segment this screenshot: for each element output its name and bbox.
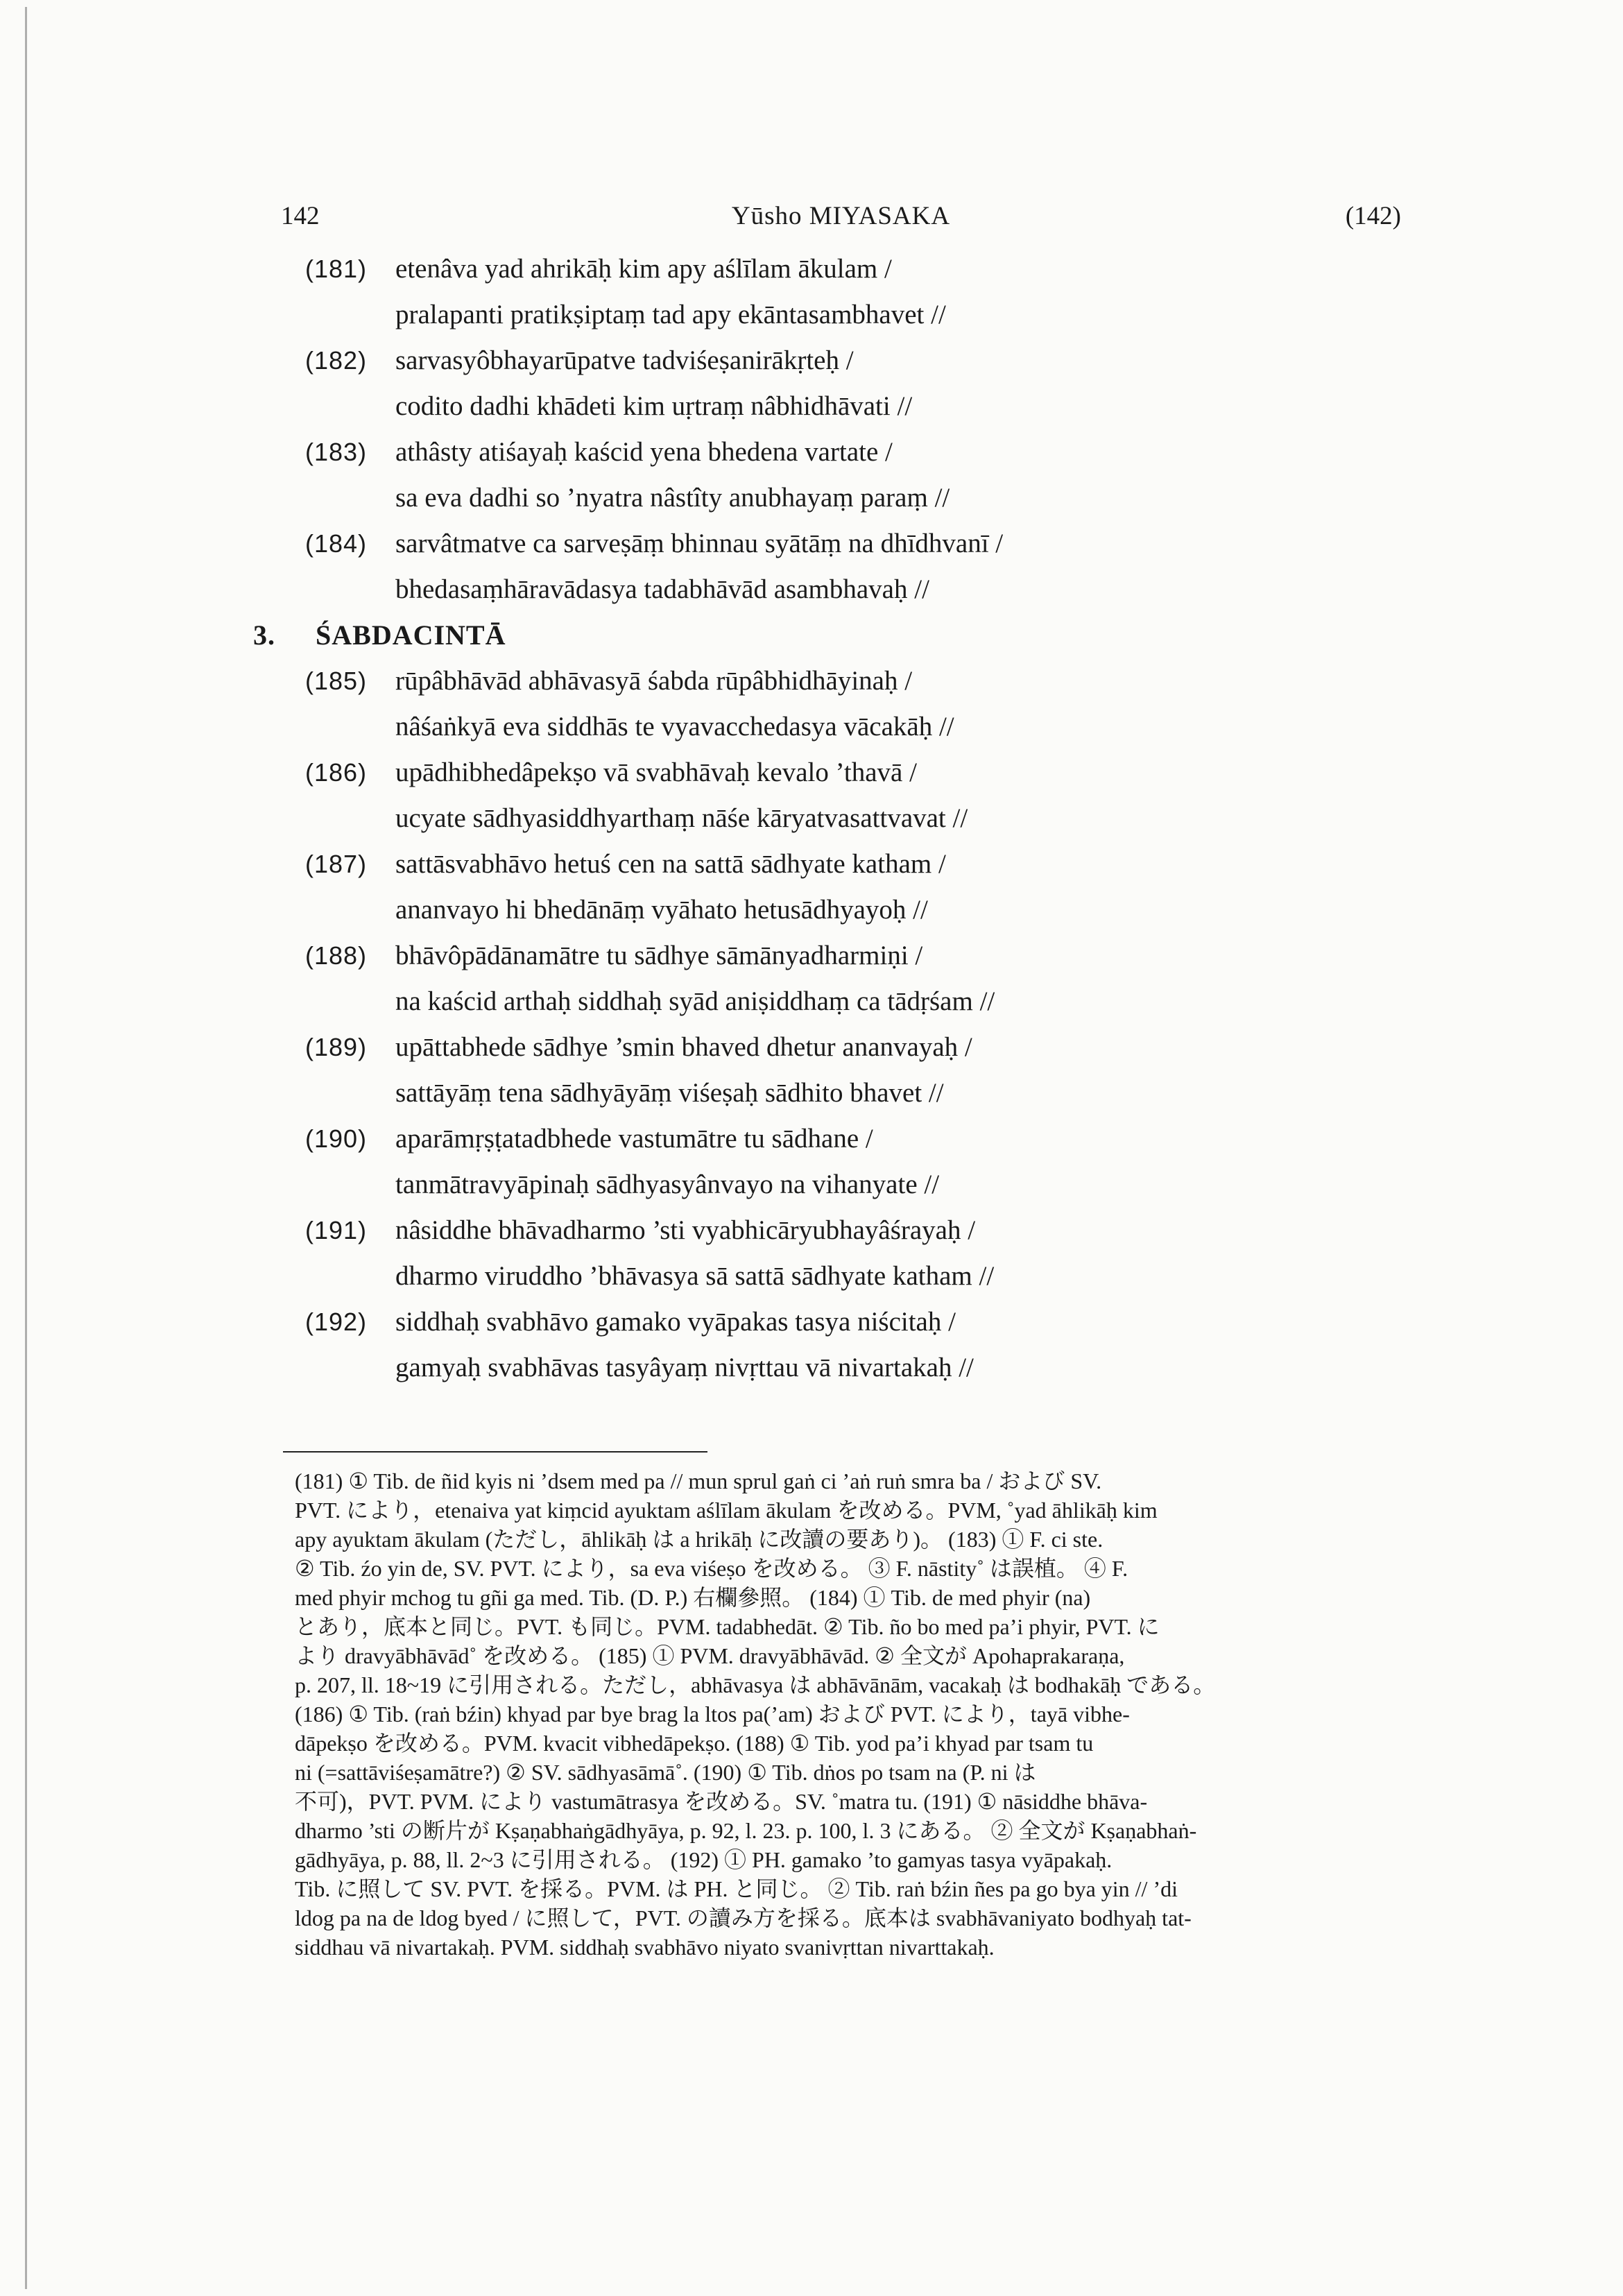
verse-text: dharmo viruddho ’bhāvasya sā sattā sādhyate katham // [395, 1261, 995, 1291]
verse-189-line-2 [305, 1070, 1484, 1116]
verse-text: sattāsvabhāvo hetuś cen na sattā sādhyate katham / [395, 849, 946, 879]
footnote-line: p. 207, ll. 18~19 に引用される。ただし，abhāvasya は abhāvānām, vacakaḥ は bodhakāḥ である。 [295, 1672, 1216, 1697]
verse-text: ucyate sādhyasiddhyarthaṃ nāśe kāryatvasattvavat // [395, 803, 968, 833]
footnote-line: ldog pa na de ldog byed / に照して，PVT. の讀み方を採る。底本は svabhāvaniyato bodhyaḥ tat- [295, 1905, 1192, 1930]
verse-number: (187) [305, 850, 368, 878]
verse-text: aparāmṛṣṭatadbhede vastumātre tu sādhane / [395, 1124, 873, 1154]
verse-text: sarvasyôbhayarūpatve tadviśeṣanirākṛteḥ / [395, 345, 854, 375]
verse-text: pralapanti pratikṣiptaṃ tad apy ekāntasambhavet // [395, 300, 946, 329]
footnotes [295, 1466, 1467, 1962]
verse-number: (185) [305, 667, 368, 695]
footnote-line: (186) ① Tib. (raṅ bźin) khyad par bye brag la ltos pa(’am) および PVT. により，tayā vibhe- [295, 1702, 1130, 1727]
verse-185-line-2 [305, 704, 1484, 750]
footnote-divider [283, 1451, 707, 1453]
footnote-line: apy ayuktam ākulam (ただし，āhlikāḥ は a hrikāḥ に改讀の要あり)。 (183) ① F. ci ste. [295, 1527, 1104, 1552]
verse-187-line-1 [305, 841, 1484, 887]
section-title: ŚABDACINTĀ [316, 619, 506, 651]
verse-189-line-1 [305, 1025, 1484, 1070]
verse-number: (181) [305, 255, 368, 283]
running-author: Yūsho MIYASAKA [731, 202, 951, 230]
verse-190-line-1 [305, 1116, 1484, 1162]
verse-number: (190) [305, 1124, 368, 1153]
page-number-paren: (142) [1345, 202, 1401, 230]
verse-text: etenâva yad ahrikāḥ kim apy aślīlam ākulam / [395, 254, 892, 284]
footnote-line: dāpekṣo を改める。PVM. kvacit vibhedāpekṣo. (188) ① Tib. yod pa’i khyad par tsam tu [295, 1731, 1094, 1756]
footnote-line: (181) ① Tib. de ñid kyis ni ’dsem med pa // mun sprul gaṅ ci ’aṅ ruṅ smra ba / および SV. [295, 1468, 1102, 1493]
verse-192-line-2 [305, 1345, 1484, 1391]
footnote-line: ni (=sattāviśeṣamātre?) ② SV. sādhyasāmā˚. (190) ① Tib. dṅos po tsam na (P. ni は [295, 1760, 1036, 1785]
page-header [281, 201, 1401, 243]
footnote-line: siddhau vā nivartakaḥ. PVM. siddhaḥ svabhāvo niyato svanivṛttan nivarttakaḥ. [295, 1935, 995, 1960]
verse-block [253, 246, 1484, 1391]
verse-number: (183) [305, 438, 368, 466]
verse-text: tanmātravyāpinaḥ sādhyasyânvayo na vihanyate // [395, 1170, 940, 1199]
verse-number: (182) [305, 346, 368, 375]
verse-183-line-2 [305, 475, 1484, 521]
footnote-line: ② Tib. źo yin de, SV. PVT. により，sa eva viśeṣo を改める。 ③ F. nāstity˚ は誤植。 ④ F. [295, 1556, 1128, 1581]
verse-number: (184) [305, 529, 368, 558]
verse-185-line-1 [305, 658, 1484, 704]
verse-text: nâśaṅkyā eva siddhās te vyavacchedasya vācakāḥ // [395, 712, 954, 742]
verse-187-line-2 [305, 887, 1484, 933]
verse-191-line-1 [305, 1208, 1484, 1253]
verse-182-line-2 [305, 384, 1484, 429]
verse-number: (191) [305, 1216, 368, 1244]
verse-number: (192) [305, 1308, 368, 1336]
verse-text: siddhaḥ svabhāvo gamako vyāpakas tasya niścitaḥ / [395, 1307, 956, 1337]
verse-186-line-1 [305, 750, 1484, 796]
verse-190-line-2 [305, 1162, 1484, 1208]
verse-181-line-2 [305, 292, 1484, 338]
verse-191-line-2 [305, 1253, 1484, 1299]
footnote-line: dharmo ’sti の断片が Kṣaṇabhaṅgādhyāya, p. 92, l. 23. p. 100, l. 3 にある。 ② 全文が Kṣaṇabhaṅ- [295, 1818, 1197, 1843]
verse-184-line-1 [305, 521, 1484, 567]
section-heading [253, 612, 1484, 658]
verse-text: nâsiddhe bhāvadharmo ’sti vyabhicāryubhayâśrayaḥ / [395, 1215, 976, 1245]
verse-183-line-1 [305, 429, 1484, 475]
verse-186-line-2 [305, 796, 1484, 841]
verse-192-line-1 [305, 1299, 1484, 1345]
verse-188-line-1 [305, 933, 1484, 979]
footnote-line: 不可)，PVT. PVM. により vastumātrasya を改める。SV. ˚matra tu. (191) ① nāsiddhe bhāva- [295, 1789, 1148, 1814]
scan-margin-line [25, 7, 27, 2289]
verse-text: codito dadhi khādeti kim uṛtraṃ nâbhidhāvati // [395, 391, 913, 421]
footnote-line: より dravyābhāvād˚ を改める。 (185) ① PVM. dravyābhāvād. ② 全文が Apohaprakaraṇa, [295, 1643, 1125, 1668]
verse-text: upāttabhede sādhye ’smin bhaved dhetur ananvayaḥ / [395, 1032, 972, 1062]
verse-text: athâsty atiśayaḥ kaścid yena bhedena vartate / [395, 437, 893, 467]
footnote-line: gādhyāya, p. 88, ll. 2~3 に引用される。 (192) ① PH. gamako ’to gamyas tasya vyāpakaḥ. [295, 1847, 1113, 1872]
verse-number: (186) [305, 758, 368, 787]
footnote-line: PVT. により，etenaiva yat kiṃcid ayuktam aślīlam ākulam を改める。PVM, ˚yad āhlikāḥ kim [295, 1498, 1158, 1523]
verse-188-line-2 [305, 979, 1484, 1025]
verse-text: upādhibhedâpekṣo vā svabhāvaḥ kevalo ’thavā / [395, 757, 917, 787]
footnote-line: とあり，底本と同じ。PVT. も同じ。PVM. tadabhedāt. ② Tib. ño bo med pa’i phyir, PVT. に [295, 1614, 1160, 1639]
verse-text: na kaścid arthaḥ siddhaḥ syād aniṣiddhaṃ ca tādṛśam // [395, 986, 995, 1016]
verse-text: rūpâbhāvād abhāvasyā śabda rūpâbhidhāyinaḥ / [395, 666, 913, 696]
verse-181-line-1 [305, 246, 1484, 292]
verse-text: gamyaḥ svabhāvas tasyâyaṃ nivṛttau vā nivartakaḥ // [395, 1353, 974, 1382]
verse-182-line-1 [305, 338, 1484, 384]
verse-text: bhedasaṃhāravādasya tadabhāvād asambhavaḥ // [395, 574, 929, 604]
verse-text: sarvâtmatve ca sarveṣāṃ bhinnau syātāṃ na dhīdhvanī / [395, 529, 1004, 558]
verse-text: ananvayo hi bhedānāṃ vyāhato hetusādhyayoḥ // [395, 895, 928, 925]
page-number: 142 [281, 202, 320, 230]
section-number: 3. [253, 619, 275, 651]
verse-number: (189) [305, 1033, 368, 1061]
verse-text: bhāvôpādānamātre tu sādhye sāmānyadharmiṇi / [395, 941, 923, 970]
verse-text: sattāyāṃ tena sādhyāyāṃ viśeṣaḥ sādhito bhavet // [395, 1078, 944, 1108]
verse-text: sa eva dadhi so ’nyatra nâstîty anubhayaṃ paraṃ // [395, 483, 950, 513]
verse-number: (188) [305, 941, 368, 970]
footnote-line: Tib. に照して SV. PVT. を採る。PVM. は PH. と同じ。 ② Tib. raṅ bźin ñes pa go bya yin // ’di [295, 1876, 1178, 1901]
verse-184-line-2 [305, 567, 1484, 612]
footnote-line: med phyir mchog tu gñi ga med. Tib. (D. P.) 右欄參照。 (184) ① Tib. de med phyir (na) [295, 1585, 1091, 1610]
